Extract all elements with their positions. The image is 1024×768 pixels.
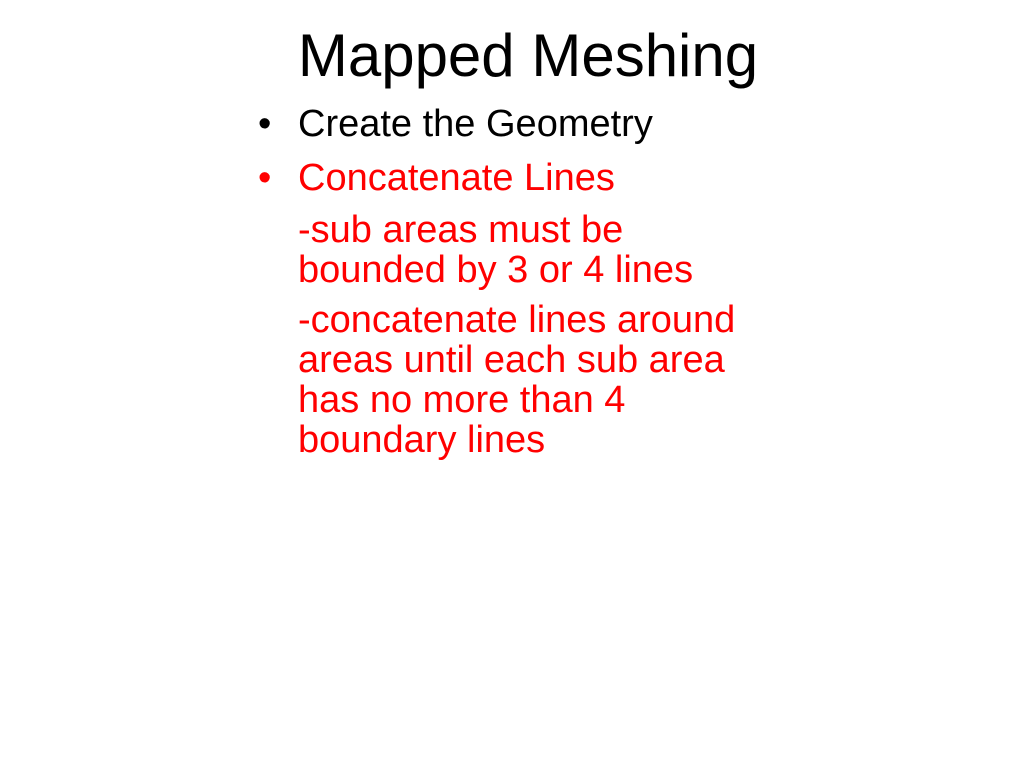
sub-item-bounded-lines: -sub areas must be bounded by 3 or 4 lines	[298, 209, 694, 291]
bullet-marker: •	[258, 157, 272, 199]
sub-item-concatenate-around-areas: -concatenate lines around areas until each sub area has no more than 4 boundary lines	[298, 299, 736, 461]
bullet-text: Create the Geometry	[298, 103, 653, 145]
slide-title: Mapped Meshing	[297, 22, 759, 89]
bullet-marker: •	[258, 103, 272, 145]
bullet-item-create-geometry	[258, 102, 758, 146]
bullet-item-concatenate-lines	[258, 156, 758, 200]
slide-content	[258, 102, 758, 470]
bullet-text: Concatenate Lines	[298, 157, 615, 199]
